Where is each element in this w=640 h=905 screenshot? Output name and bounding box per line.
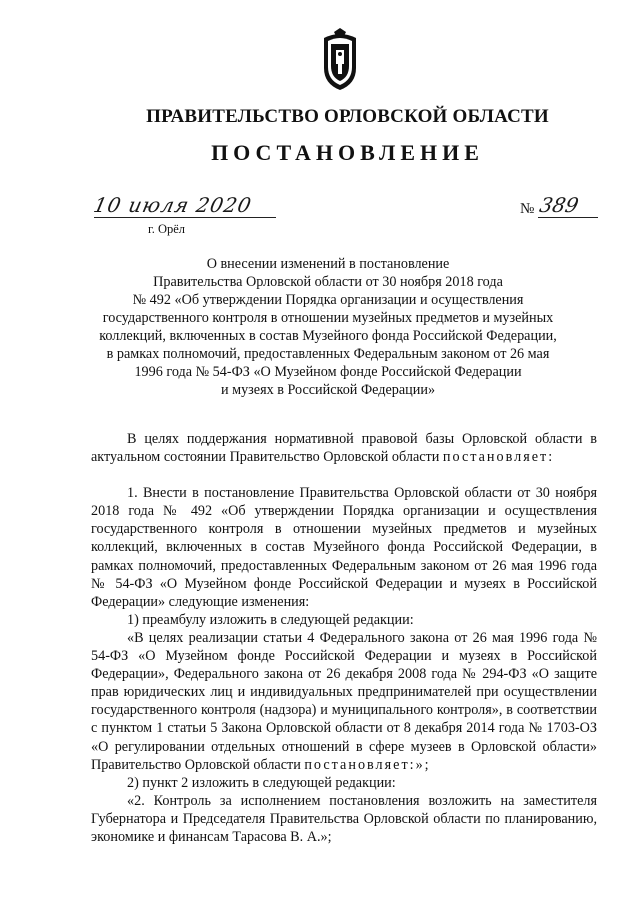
document-subject [42, 255, 559, 399]
clause-1-1: 1) преамбулу изложить в следующей редакции: [127, 611, 414, 628]
subject-line: О внесении изменений в постановление [206, 256, 450, 272]
subject-line: коллекций, включенных в состав Музейного фонда Российской Федерации, [99, 328, 557, 344]
intro-paragraph [91, 430, 597, 466]
document-type-title: ПОСТАНОВЛЕНИЕ [211, 140, 484, 165]
coat-of-arms-emblem [318, 28, 362, 92]
subject-line: 1996 года № 54-ФЗ «О Музейном фонде Российской Федерации [134, 364, 522, 380]
number-sign: № [520, 201, 535, 217]
subject-line: государственного контроля в отношении музейных предметов и музейных [102, 310, 554, 326]
subject-line: № 492 «Об утверждении Порядка организации и осуществления [132, 292, 524, 308]
decree-word: постановляет: [442, 449, 555, 466]
clause-1: 1. Внести в постановление Правительства Орловской области от 30 ноября 2018 года № 492 «Об утверждении Порядка организации и осуществления государственного контроля в отношении музейных предметов и музейных коллекций, включенных в состав Музейного фонда Российской Федерации, в рамках полномочий, предоставленных Федеральным законом от 26 мая 1996 года № 54-ФЗ «О Музейном фонде Российской Федерации и музеях в Российской Федерации» следующие изменения: [91, 485, 597, 610]
handwritten-date: 10 июля 2020 [91, 193, 255, 217]
city: г. Орёл [148, 222, 186, 236]
government-title: ПРАВИТЕЛЬСТВО ОРЛОВСКОЙ ОБЛАСТИ [146, 106, 549, 127]
date-underline [94, 217, 276, 218]
document-body [91, 430, 597, 846]
handwritten-number: 389 [537, 193, 581, 217]
preamble-text: «В целях реализации статьи 4 Федерального закона от 26 мая 1996 года № 54-ФЗ «О Музейном фонде Российской Федерации и музеях в Российской Федерации», Федерального закона от 26 декабря 2008 года № 294-ФЗ «О защите прав юридических лиц и индивидуальных предпринимателей при осуществлении государственного контроля (надзора) и муниципального контроля», в соответствии с пунктом 1 статьи 5 Закона Орловской области от 8 декабря 2014 года № 1703-ОЗ «О регулировании отдельных отношений в сфере музеев в Орловской области» Правительство Орловской области [91, 629, 597, 773]
clause-1-1-text [91, 629, 597, 774]
clause-1-2: 2) пункт 2 изложить в следующей редакции: [127, 774, 396, 791]
subject-line: Правительства Орловской области от 30 ноября 2018 года [153, 274, 503, 290]
number-underline [538, 217, 598, 218]
clause-1-2-text: «2. Контроль за исполнением постановления возложить на заместителя Губернатора и Председателя Правительства Орловской области по планированию, экономике и финансам Тарасова В. А.»; [91, 792, 597, 845]
subject-line: и музеях в Российской Федерации» [220, 382, 436, 398]
subject-line: в рамках полномочий, предоставленных Федеральным законом от 26 мая [106, 346, 550, 362]
decree-word: постановляет:»; [304, 756, 431, 773]
intro-text: В целях поддержания нормативной правовой базы Орловской области в актуальном состоянии Правительство Орловской области [91, 431, 597, 466]
